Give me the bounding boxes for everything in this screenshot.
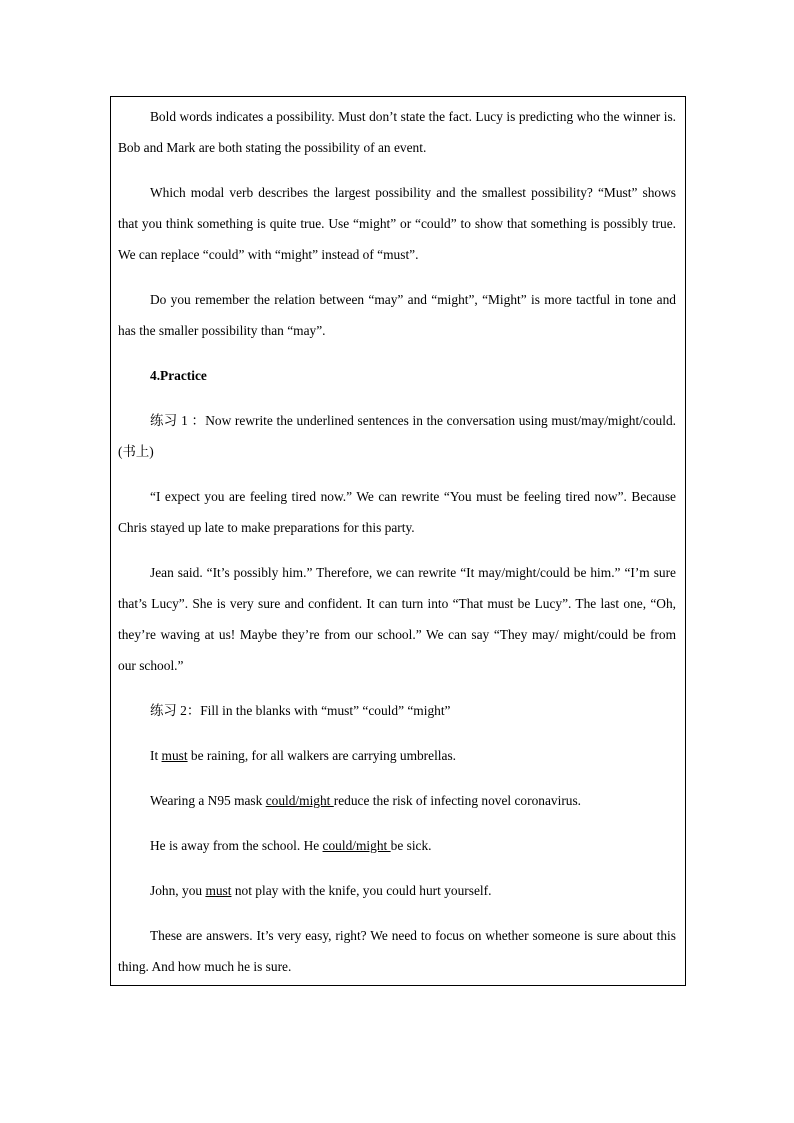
sentence-text: reduce the risk of infecting novel coronavirus.	[333, 793, 582, 808]
section-heading-practice: 4.Practice	[150, 368, 207, 383]
document-content	[118, 101, 676, 996]
sentence-text: John, you	[150, 883, 206, 898]
sentence-text: be sick.	[390, 838, 432, 853]
sentence-4	[118, 875, 676, 906]
answer-blank: could/might	[265, 793, 334, 808]
sentence-text: be raining, for all walkers are carrying umbrellas.	[187, 748, 457, 763]
sentence-3	[118, 830, 676, 861]
answer-blank: must	[161, 748, 188, 763]
paragraph-modal-verbs: Which modal verb describes the largest possibility and the smallest possibility? “Must” shows that you think something is quite true. Use “might” or “could” to show that something is possibly true. We can replace “could” with “might” instead of “must”.	[118, 185, 676, 262]
sentence-2	[118, 785, 676, 816]
sentence-1	[118, 740, 676, 771]
paragraph-rewrite-2: Jean said. “It’s possibly him.” Therefore, we can rewrite “It may/might/could be him.” “I’m sure that’s Lucy”. She is very sure and confident. It can turn into “That must be Lucy”. The last one, “Oh, they’re waving at us! Maybe they’re from our school.” We can say “They may/ might/could be from our school.”	[118, 565, 676, 673]
answer-blank: could/might	[322, 838, 391, 853]
paragraph-may-might: Do you remember the relation between “may” and “might”, “Might” is more tactful in tone and has the smaller possibility than “may”.	[118, 292, 676, 338]
document-table-cell	[110, 96, 686, 986]
sentence-text: It	[150, 748, 162, 763]
paragraph-possibility: Bold words indicates a possibility. Must don’t state the fact. Lucy is predicting who the winner is. Bob and Mark are both stating the possibility of an event.	[118, 109, 676, 155]
sentence-text: He is away from the school. He	[150, 838, 323, 853]
paragraph-rewrite-1: “I expect you are feeling tired now.” We can rewrite “You must be feeling tired now”. Because Chris stayed up late to make preparations for this party.	[118, 489, 676, 535]
paragraph-exercise-2: 练习 2：Fill in the blanks with “must” “could” “might”	[150, 703, 451, 718]
sentence-text: Wearing a N95 mask	[150, 793, 266, 808]
paragraph-conclusion: These are answers. It’s very easy, right? We need to focus on whether someone is sure about this thing. And how much he is sure.	[118, 928, 676, 974]
answer-blank: must	[205, 883, 232, 898]
sentence-text: not play with the knife, you could hurt yourself.	[231, 883, 492, 898]
paragraph-exercise-1: 练习 1 ：Now rewrite the underlined sentences in the conversation using must/may/might/could. (书上)	[118, 413, 676, 459]
